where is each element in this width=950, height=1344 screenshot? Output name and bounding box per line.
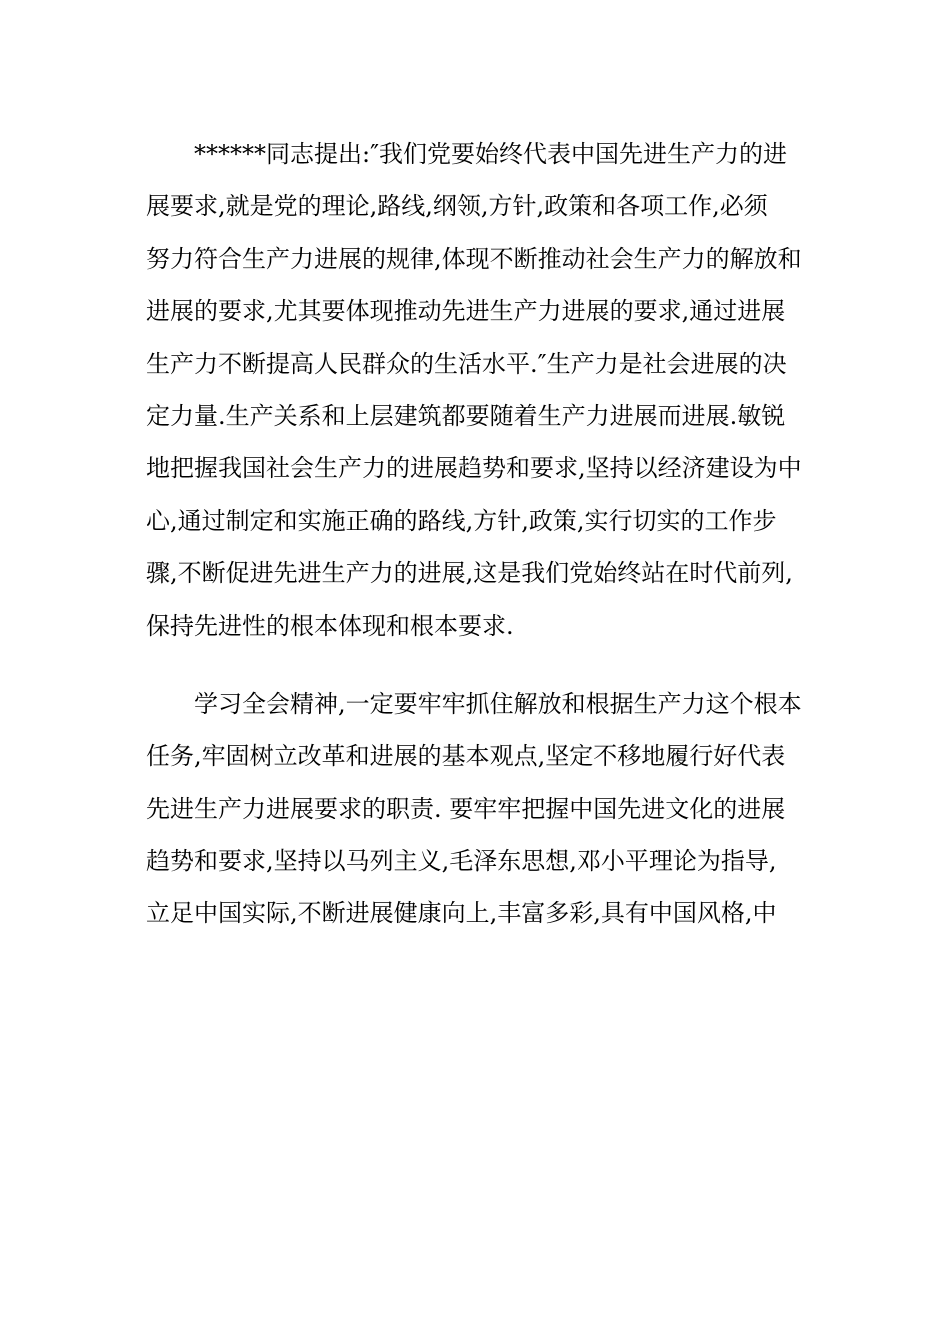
text-line: 展要求,就是党的理论,路线,纲领,方针,政策和各项工作,必须 <box>146 192 768 221</box>
text-line: 骤,不断促进先进生产力的进展,这是我们党始终站在时代前列, <box>146 559 793 588</box>
text-line: 生产力不断提高人民群众的生活水平.″生产力是社会进展的决 <box>146 349 787 378</box>
text-line: 先进生产力进展要求的职责. 要牢牢把握中国先进文化的进展 <box>146 794 786 823</box>
paragraph-spacer <box>146 652 811 678</box>
text-line: 定力量.生产关系和上层建筑都要随着生产力进展而进展.敏锐 <box>146 401 786 430</box>
paragraph-2 <box>146 678 811 940</box>
text-line: 保持先进性的根本体现和根本要求. <box>146 611 514 640</box>
text-line: 趋势和要求,坚持以马列主义,毛泽东思想,邓小平理论为指导, <box>146 847 777 876</box>
text-line: 地把握我国社会生产力的进展趋势和要求,坚持以经济建设为中 <box>146 454 802 483</box>
paragraph-1 <box>146 128 811 652</box>
text-line: 立足中国实际,不断进展健康向上,丰富多彩,具有中国风格,中 <box>146 899 777 928</box>
body-text <box>146 128 811 940</box>
text-line: 努力符合生产力进展的规律,体现不断推动社会生产力的解放和 <box>146 244 802 273</box>
text-line: 学习全会精神,一定要牢牢抓住解放和根据生产力这个根本 <box>194 689 802 718</box>
text-line: 进展的要求,尤其要体现推动先进生产力进展的要求,通过进展 <box>146 297 786 326</box>
text-line: 心,通过制定和实施正确的路线,方针,政策,实行切实的工作步 <box>146 506 777 535</box>
text-line: ******同志提出:″我们党要始终代表中国先进生产力的进 <box>194 140 788 168</box>
text-line: 任务,牢固树立改革和进展的基本观点,坚定不移地履行好代表 <box>146 742 786 771</box>
